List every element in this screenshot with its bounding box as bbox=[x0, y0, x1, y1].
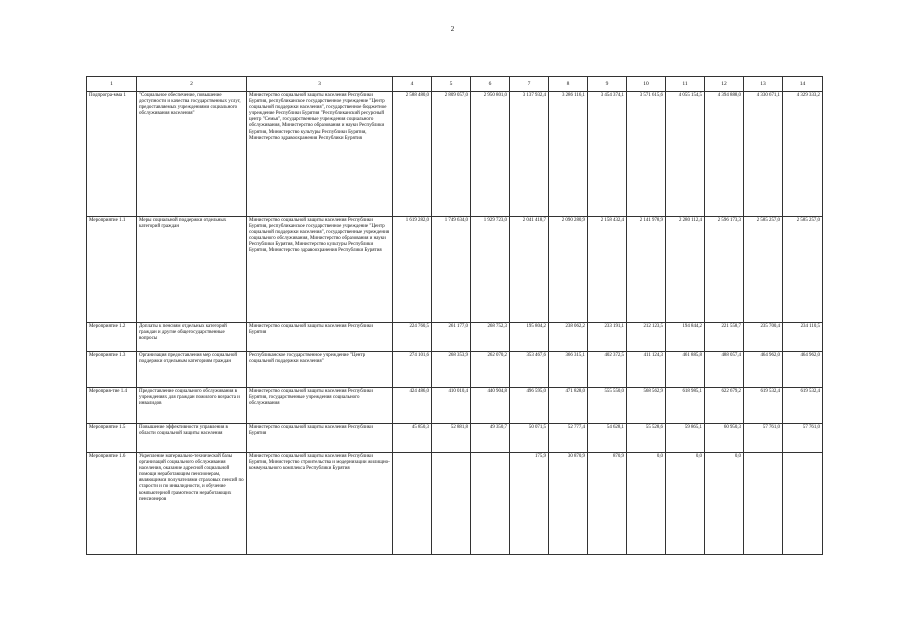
row-value-cell: 60 950,3 bbox=[705, 424, 744, 453]
table-row bbox=[87, 352, 823, 388]
row-value-cell: 2 809 057,0 bbox=[432, 92, 471, 217]
row-value-cell: 464 962,0 bbox=[783, 352, 823, 388]
row-value-cell: 50 071,5 bbox=[510, 424, 549, 453]
page-number: 2 bbox=[450, 25, 455, 33]
row-value-cell bbox=[432, 453, 471, 555]
row-value-cell: 194 844,2 bbox=[666, 323, 705, 352]
row-value-cell: 234 110,5 bbox=[783, 323, 823, 352]
header-cell: 9 bbox=[588, 77, 627, 92]
header-cell: 3 bbox=[247, 77, 393, 92]
row-value-cell: 3 286 116,1 bbox=[549, 92, 588, 217]
row-executor-cell: Министерство социальной защиты населения Республики Бурятия bbox=[247, 424, 393, 453]
row-value-cell: 59 865,1 bbox=[666, 424, 705, 453]
row-value-cell: 870,9 bbox=[588, 453, 627, 555]
header-cell: 2 bbox=[137, 77, 247, 92]
row-value-cell: 238 062,2 bbox=[549, 323, 588, 352]
budget-table bbox=[86, 76, 823, 555]
header-cell: 4 bbox=[393, 77, 432, 92]
row-value-cell: 464 962,0 bbox=[744, 352, 783, 388]
row-executor-cell: Министерство социальной защиты населения Республики Бурятия, Министерство строительства и модернизации жилищно-коммунального комплекса Республики Бурятия bbox=[247, 453, 393, 555]
table-row bbox=[87, 388, 823, 424]
row-value-cell: 175,9 bbox=[510, 453, 549, 555]
row-value-cell: 619 532,4 bbox=[744, 388, 783, 424]
row-value-cell bbox=[783, 453, 823, 555]
table-row bbox=[87, 323, 823, 352]
header-cell: 10 bbox=[627, 77, 666, 92]
table-row bbox=[87, 453, 823, 555]
row-code-cell: Мероприятие 1.5 bbox=[87, 424, 137, 453]
row-value-cell: 30 870,9 bbox=[549, 453, 588, 555]
row-value-cell: 619 532,4 bbox=[783, 388, 823, 424]
row-value-cell: 3 454 374,1 bbox=[588, 92, 627, 217]
row-value-cell: 4 329 333,2 bbox=[783, 92, 823, 217]
row-value-cell: 261 177,0 bbox=[432, 323, 471, 352]
row-value-cell: 262 070,2 bbox=[471, 352, 510, 388]
row-value-cell: 54 628,1 bbox=[588, 424, 627, 453]
row-value-cell: 4 330 671,1 bbox=[744, 92, 783, 217]
row-value-cell: 57 761,0 bbox=[744, 424, 783, 453]
row-value-cell: 212 123,5 bbox=[627, 323, 666, 352]
row-name-cell: Организация предоставления мер социальной поддержки отдельным категориям граждан bbox=[137, 352, 247, 388]
row-code-cell: Мероприятие 1.1 bbox=[87, 217, 137, 323]
row-value-cell: 233 191,1 bbox=[588, 323, 627, 352]
header-row bbox=[87, 77, 823, 92]
row-code-cell: Мероприятие 1.2 bbox=[87, 323, 137, 352]
row-executor-cell: Министерство социальной защиты населения Республики Бурятия bbox=[247, 323, 393, 352]
row-value-cell bbox=[471, 453, 510, 555]
row-value-cell: 0,0 bbox=[705, 453, 744, 555]
row-name-cell: Повышение эффективности управления в области социальной защиты населения bbox=[137, 424, 247, 453]
row-name-cell: Укрепление материально-технической базы организаций социального обслуживания населения, оказание адресной социальной помощи неработающим пенсионерам, являющимся получателями страховых пенсий по старости и по инвалидности, и обучение компьютерной грамотности неработающих пенсионеров bbox=[137, 453, 247, 555]
row-value-cell: 274 101,6 bbox=[393, 352, 432, 388]
row-value-cell: 2 280 112,4 bbox=[666, 217, 705, 323]
row-code-cell: Подпрогра-мма 1 bbox=[87, 92, 137, 217]
row-code-cell: Мероприятие 1.6 bbox=[87, 453, 137, 555]
row-value-cell: 555 550,0 bbox=[588, 388, 627, 424]
row-value-cell: 268 353,9 bbox=[432, 352, 471, 388]
row-value-cell: 440 904,8 bbox=[471, 388, 510, 424]
row-value-cell: 52 881,8 bbox=[432, 424, 471, 453]
row-code-cell: Мероприя-тие 1.4 bbox=[87, 388, 137, 424]
row-value-cell: 224 760,5 bbox=[393, 323, 432, 352]
row-executor-cell: Министерство социальной защиты населения Республики Бурятия, республиканское государственное учреждение "Центр социальной поддержки населения", государственное бюджетное учреждение Республики Бурятия "Республиканский ресурсный центр "Семья", государственные учреждения социального обслуживания, Министерство образования и науки Республики Бурятия, Министерство культуры Республики Бурятия, Министерство здравоохранения Республики Бурятия bbox=[247, 92, 393, 217]
row-value-cell: 424 486,0 bbox=[393, 388, 432, 424]
row-value-cell: 410 010,4 bbox=[432, 388, 471, 424]
row-name-cell: Меры социальной поддержки отдельных категорий граждан bbox=[137, 217, 247, 323]
header-cell: 1 bbox=[87, 77, 137, 92]
row-value-cell: 55 528,6 bbox=[627, 424, 666, 453]
row-value-cell: 2 585 257,0 bbox=[783, 217, 823, 323]
row-value-cell: 49 350,7 bbox=[471, 424, 510, 453]
row-value-cell: 221 558,7 bbox=[705, 323, 744, 352]
table-row bbox=[87, 424, 823, 453]
header-cell: 6 bbox=[471, 77, 510, 92]
row-value-cell: 2 141 978,9 bbox=[627, 217, 666, 323]
row-value-cell: 3 571 615,6 bbox=[627, 92, 666, 217]
row-value-cell bbox=[393, 453, 432, 555]
row-executor-cell: Республиканское государственное учреждение "Центр социальной поддержки населения" bbox=[247, 352, 393, 388]
row-value-cell: 2 588 480,0 bbox=[393, 92, 432, 217]
row-value-cell: 471 828,0 bbox=[549, 388, 588, 424]
row-value-cell: 268 752,3 bbox=[471, 323, 510, 352]
row-value-cell: 568 562,9 bbox=[627, 388, 666, 424]
row-value-cell: 496 595,0 bbox=[510, 388, 549, 424]
row-value-cell: 4 055 154,5 bbox=[666, 92, 705, 217]
row-value-cell: 353 467,6 bbox=[510, 352, 549, 388]
row-name-cell: Предоставление социального обслуживания в учреждениях для граждан пожилого возраста и инвалидов bbox=[137, 388, 247, 424]
row-value-cell: 3 137 932,4 bbox=[510, 92, 549, 217]
header-cell: 12 bbox=[705, 77, 744, 92]
row-value-cell: 1 619 282,0 bbox=[393, 217, 432, 323]
row-value-cell: 0,0 bbox=[666, 453, 705, 555]
row-value-cell: 2 090 280,9 bbox=[549, 217, 588, 323]
row-value-cell: 2 596 173,3 bbox=[705, 217, 744, 323]
row-value-cell bbox=[744, 453, 783, 555]
table-row bbox=[87, 217, 823, 323]
row-value-cell: 618 985,1 bbox=[666, 388, 705, 424]
table-row bbox=[87, 92, 823, 217]
row-value-cell: 622 679,2 bbox=[705, 388, 744, 424]
row-value-cell: 1 749 634,0 bbox=[432, 217, 471, 323]
row-value-cell: 2 041 418,7 bbox=[510, 217, 549, 323]
header-cell: 11 bbox=[666, 77, 705, 92]
row-value-cell: 0,0 bbox=[627, 453, 666, 555]
header-cell: 5 bbox=[432, 77, 471, 92]
header-cell: 14 bbox=[783, 77, 823, 92]
row-value-cell: 52 777,4 bbox=[549, 424, 588, 453]
row-executor-cell: Министерство социальной защиты населения Республики Бурятия, республиканское государственное учреждение "Центр социальной поддержки населения", государственные учреждения социального обслуживания, Министерство образования и науки Республики Бурятия, Министерство культуры Республики Бурятия, Министерство здравоохранения Республики Бурятия bbox=[247, 217, 393, 323]
row-name-cell: "Социальное обеспечение, повышение доступности и качества государственных услуг, предоставляемых учреждениями социального обслуживания населения" bbox=[137, 92, 247, 217]
row-value-cell: 2 585 257,0 bbox=[744, 217, 783, 323]
row-value-cell: 4 394 888,0 bbox=[705, 92, 744, 217]
row-value-cell: 45 850,3 bbox=[393, 424, 432, 453]
row-value-cell: 366 315,1 bbox=[549, 352, 588, 388]
header-cell: 8 bbox=[549, 77, 588, 92]
row-value-cell: 461 885,8 bbox=[666, 352, 705, 388]
row-executor-cell: Министерство социальной защиты населения Республики Бурятия, государственные учреждения социального обслуживания bbox=[247, 388, 393, 424]
header-cell: 7 bbox=[510, 77, 549, 92]
row-value-cell: 57 761,0 bbox=[783, 424, 823, 453]
row-value-cell: 1 929 723,0 bbox=[471, 217, 510, 323]
row-value-cell: 2 158 432,4 bbox=[588, 217, 627, 323]
row-value-cell: 488 057,4 bbox=[705, 352, 744, 388]
row-name-cell: Доплаты к пенсиям отдельных категорий граждан и другие общегосударственные вопросы bbox=[137, 323, 247, 352]
row-value-cell: 2 950 801,0 bbox=[471, 92, 510, 217]
row-value-cell: 402 372,5 bbox=[588, 352, 627, 388]
row-value-cell: 411 124,3 bbox=[627, 352, 666, 388]
header-cell: 13 bbox=[744, 77, 783, 92]
row-value-cell: 195 804,2 bbox=[510, 323, 549, 352]
row-value-cell: 235 700,4 bbox=[744, 323, 783, 352]
row-code-cell: Мероприятие 1.3 bbox=[87, 352, 137, 388]
